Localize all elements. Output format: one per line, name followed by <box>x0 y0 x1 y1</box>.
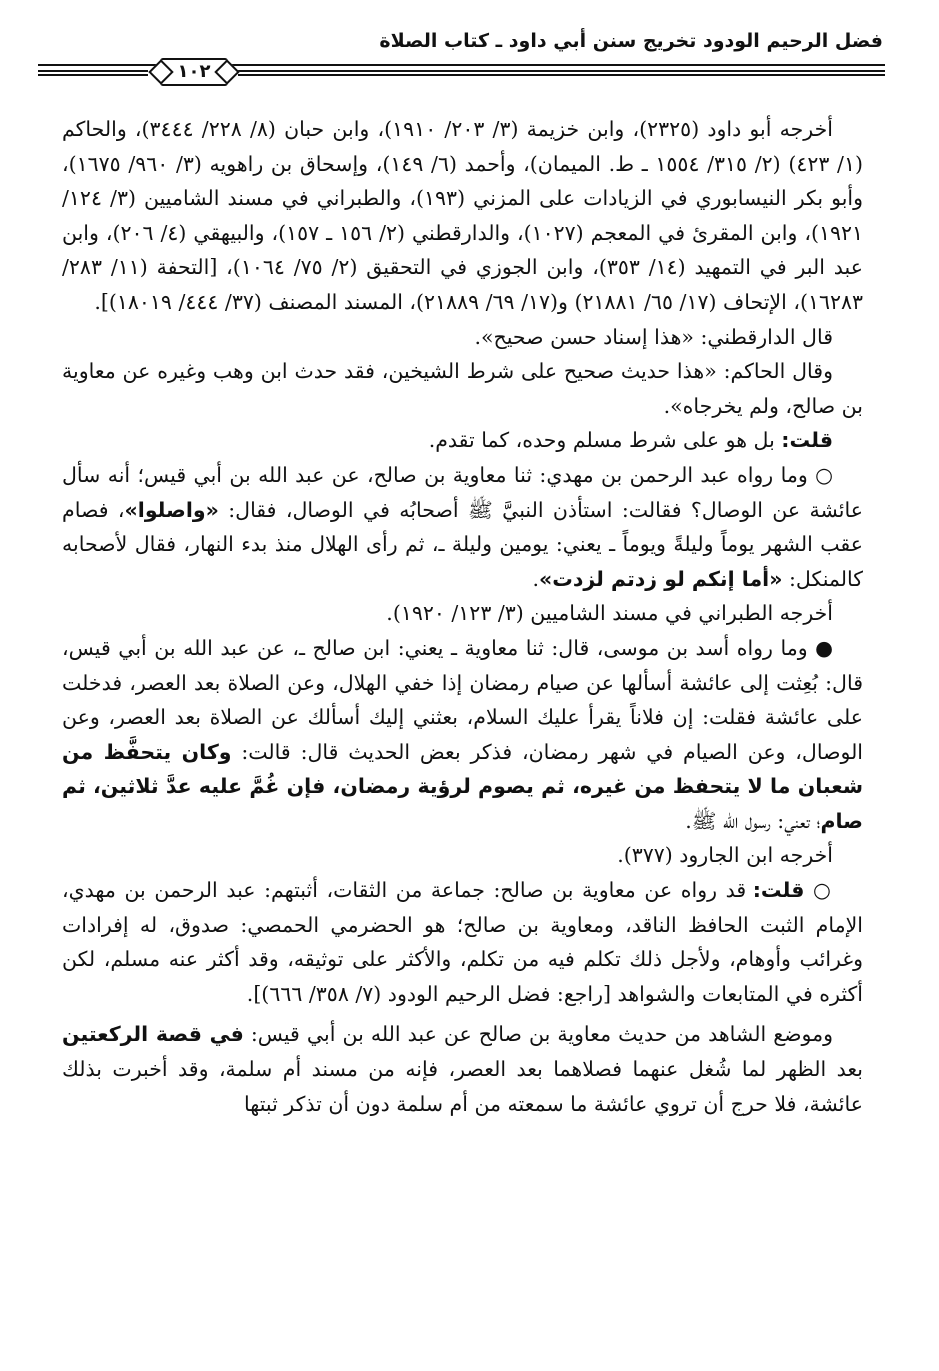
bold-text-run: وكان يتحفَّظ من شعبان ما لا يتحفظ من غيره، ثم يصوم لرؤية رمضان، فإن غُمَّ عليه عدَّ ثلاثين، ثم صام <box>62 739 863 833</box>
text-run: قال الدارقطني: «هذا إسناد حسن صحيح». <box>474 324 833 349</box>
text-run: وقال الحاكم: «هذا حديث صحيح على شرط الشيخين، فقد حدث ابن وهب وغيره عن معاوية بن صالح، ولم يخرجاه». <box>62 359 863 418</box>
text-run: ○ <box>804 878 833 903</box>
paragraph-p2 <box>62 320 863 355</box>
text-run: ○ وما رواه عبد الرحمن بن مهدي: ثنا معاوية بن صالح، عن عبد الله بن أبي قيس؛ أنه سأل عائشة عن الوصال؟ فقالت: استأذن النبيَّ ﷺ أصحابُه في الوصال، فقال: <box>62 462 863 522</box>
bold-text-run: قلت: <box>781 428 833 453</box>
text-run: أخرجه ابن الجارود (٣٧٧). <box>617 843 833 868</box>
bold-text-run: قلت: <box>752 878 805 903</box>
text-run: بعد الظهر لما شُغل عنهما فصلاهما بعد العصر، فإنه من مسند أم سلمة، وقد أخبرت بذلك عائشة، فلا حرج أن تروي عائشة ما سمعته من أم سلمة دون أن تذكر ثبتها <box>62 1057 863 1116</box>
header-title: فضل الرحيم الودود تخريج سنن أبي داود ـ كتاب الصلاة <box>379 30 883 52</box>
paragraph-p1 <box>62 112 863 320</box>
paragraph-p9 <box>62 873 863 1011</box>
bold-text-run: في قصة الركعتين <box>62 1022 244 1047</box>
paragraph-p7 <box>62 631 863 839</box>
ornament-lines-left <box>38 70 148 78</box>
page-number-frame <box>160 58 228 86</box>
paragraph-p6 <box>62 596 863 631</box>
text-run: . <box>532 566 540 591</box>
text-run: ؛ تعني: رسول الله ﷺ. <box>685 808 821 833</box>
page-body <box>62 112 863 1121</box>
text-run: وموضع الشاهد من حديث معاوية بن صالح عن عبد الله بن أبي قيس: <box>243 1022 833 1047</box>
text-run: بل هو على شرط مسلم وحده، كما تقدم. <box>428 428 782 453</box>
ornament-lines-right <box>238 70 885 78</box>
paragraph-p10 <box>62 1017 863 1121</box>
bold-text-run: «أما إنكم لو زدتم لزدت» <box>539 566 783 591</box>
paragraph-p8 <box>62 838 863 873</box>
bold-text-run: «واصلوا» <box>124 497 219 522</box>
paragraph-p3 <box>62 354 863 423</box>
text-run: أخرجه أبو داود (٢٣٢٥)، وابن خزيمة (٣/ ٢٠٣/ ١٩١٠)، وابن حبان (٨/ ٢٢٨/ ٣٤٤٤)، والحاكم (١/ ٤٢٣) (٢/ ٣١٥/ ١٥٥٤ ـ ط. الميمان)، وأحمد (٦/ ١٤٩)، وإسحاق بن راهويه (٣/ ٩٦٠/ ١٦٧٥)، وأبو بكر النيسابوري في الزيادات على المزني (١٩٣)، والطبراني في مسند الشاميين (٣/ ١٢٤/ ١٩٢١)، وابن المقرئ في المعجم (١٠٢٧)، والدارقطني (٢/ ١٥٦ ـ ١٥٧)، والبيهقي (٤/ ٢٠٦)، وابن عبد البر في التمهيد (١٤/ ٣٥٣)، وابن الجوزي في التحقيق (٢/ ٧٥/ ١٠٦٤)، [التحفة (١١/ ٢٨٣/ ١٦٢٨٣)، الإتحاف (١٧/ ٦٥/ ٢١٨٨١) و(١٧/ ٦٩/ ٢١٨٨٩)، المسند المصنف (٣٧/ ٤٤٤/ ١٨٠١٩)]. <box>62 117 863 314</box>
paragraph-p4 <box>62 423 863 458</box>
page-number-ornament <box>150 56 236 88</box>
text-run: ● وما رواه أسد بن موسى، قال: ثنا معاوية ـ يعني: ابن صالح ـ، عن عبد الله بن أبي قيس، قال: بُعِثت إلى عائشة أسألها عن صيام رمضان إذا خفي الهلال، وعن الصلاة بعد العصر، فدخلت على عائشة فقلت: إن فلاناً يقرأ عليك السلام، بعثني إليك أسألك عن الصلاة بعد العصر، وعن الوصال، وعن الصيام في شهر رمضان، فذكر بعض الحديث قال: قالت: <box>62 635 864 764</box>
text-run: قد رواه عن معاوية بن صالح: جماعة من الثقات، أثبتهم: عبد الرحمن بن مهدي، الإمام الثبت الحافظ الناقد، ومعاوية بن صالح؛ هو الحضرمي الحمصي: صدوق، له إفرادات وغرائب وأوهام، ولأجل ذلك تكلم فيه من تكلم، والأكثر على توثيقه، وقد أكثر عنه مسلم، لكن أكثره في المتابعات والشواهد [راجع: فضل الرحيم الودود (٧/ ٣٥٨/ ٦٦٦)]. <box>62 878 863 1006</box>
text-run: ، فصام عقب الشهر يوماً وليلةً ويوماً ـ يعني: يومين وليلة ـ، ثم رأى الهلال منذ بدء النهار، فقال لأصحابه كالمنكل: <box>62 497 863 591</box>
page-number: ١٠٢ <box>174 61 215 82</box>
text-run: أخرجه الطبراني في مسند الشاميين (٣/ ١٢٣/ ١٩٢٠). <box>386 601 833 626</box>
paragraph-p5 <box>62 458 863 596</box>
